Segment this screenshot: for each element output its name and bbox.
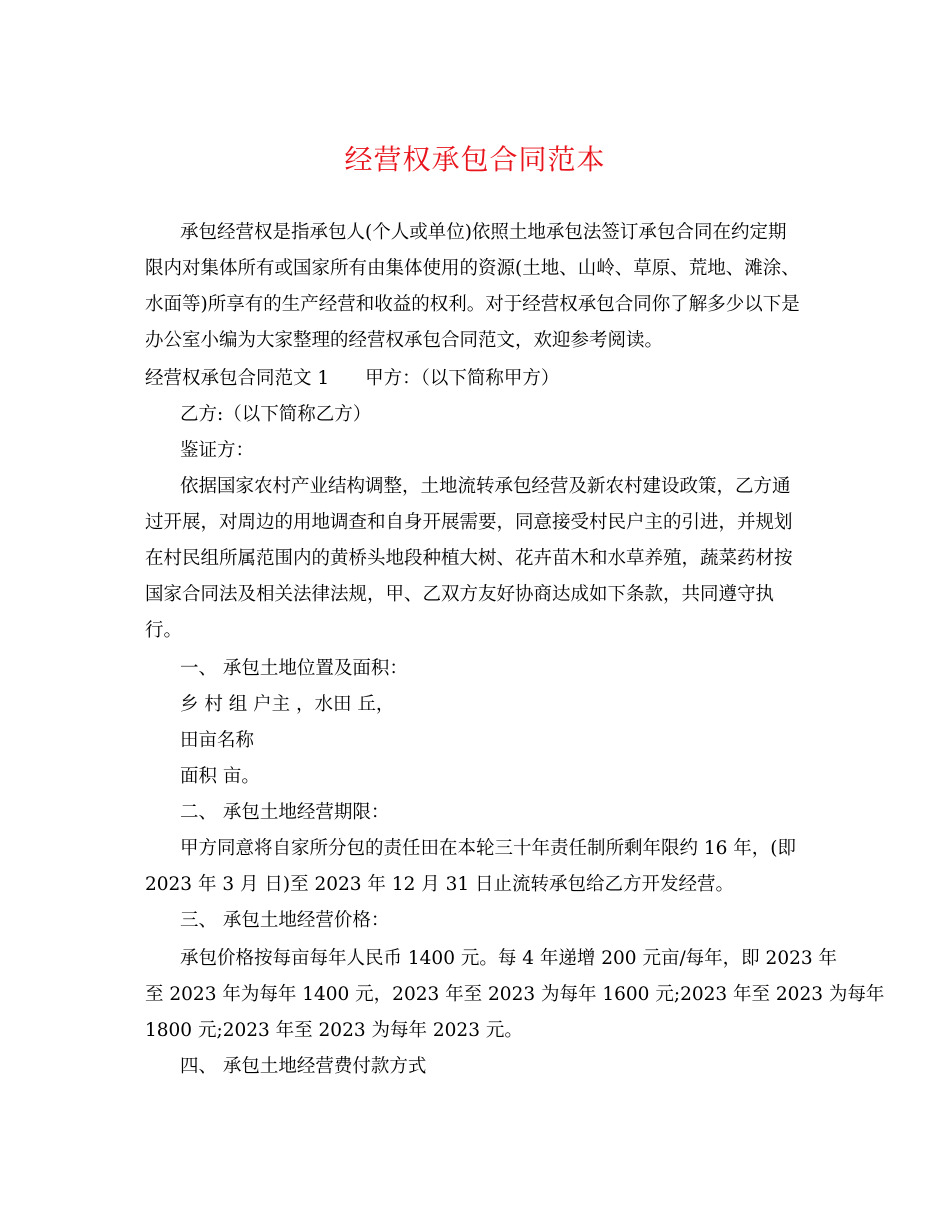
party-a: 甲方：（以下简称甲方） bbox=[365, 368, 560, 389]
basis-line-3: 在村民组所属范围内的黄桥头地段种植大树、花卉苗木和水草养殖，蔬菜药材按 bbox=[145, 548, 793, 569]
section-3-line-3: 1800 元;2023 年至 2023 为每年 2023 元。 bbox=[145, 1020, 523, 1041]
section-2-line-2: 2023 年 3 月 日)至 2023 年 12 月 31 日止流转承包给乙方开发经营。 bbox=[145, 874, 735, 895]
section-3-heading: 三、 承包土地经营价格： bbox=[180, 910, 390, 931]
section-1-area: 面积 亩。 bbox=[180, 766, 260, 787]
section-3-line-1: 承包价格按每亩每年人民币 1400 元。每 4 年递增 200 元亩/每年，即 2023 年 bbox=[180, 948, 838, 969]
party-b: 乙方:（以下简称乙方） bbox=[180, 404, 372, 425]
page-title: 经营权承包合同范本 bbox=[344, 143, 606, 176]
sample-heading: 经营权承包合同范文 1 bbox=[145, 368, 330, 389]
basis-line-1: 依据国家农村产业结构调整，土地流转承包经营及新农村建设政策，乙方通 bbox=[180, 476, 791, 497]
section-2-heading: 二、 承包土地经营期限： bbox=[180, 802, 390, 823]
section-4-heading: 四、 承包土地经营费付款方式 bbox=[180, 1056, 427, 1077]
witness: 鉴证方： bbox=[180, 440, 255, 461]
basis-line-2: 过开展，对周边的用地调查和自身开展需要，同意接受村民户主的引进，并规划 bbox=[145, 512, 793, 533]
section-3-line-2: 至 2023 年为每年 1400 元，2023 年至 2023 为每年 1600 元;2023 年至 2023 为每年 bbox=[145, 984, 885, 1005]
basis-line-4: 国家合同法及相关法律法规，甲、乙双方友好协商达成如下条款，共同遵守执 bbox=[145, 584, 775, 605]
basis-line-5: 行。 bbox=[145, 620, 183, 641]
sample-heading-row bbox=[145, 364, 559, 394]
intro-line-4: 办公室小编为大家整理的经营权承包合同范文，欢迎参考阅读。 bbox=[145, 330, 664, 351]
intro-line-3: 水面等)所享有的生产经营和收益的权利。对于经营权承包合同你了解多少以下是 bbox=[145, 294, 800, 315]
section-1-location: 乡 村 组 户主 ，水田 丘， bbox=[180, 694, 395, 715]
section-1-field-name: 田亩名称 bbox=[180, 730, 255, 751]
section-2-line-1: 甲方同意将自家所分包的责任田在本轮三十年责任制所剩年限约 16 年，(即 bbox=[180, 838, 797, 859]
section-1-heading: 一、 承包土地位置及面积： bbox=[180, 658, 408, 679]
intro-line-1: 承包经营权是指承包人(个人或单位)依照土地承包法签订承包合同在约定期 bbox=[180, 222, 787, 243]
intro-line-2: 限内对集体所有或国家所有由集体使用的资源(土地、山岭、草原、荒地、滩涂、 bbox=[145, 258, 800, 279]
